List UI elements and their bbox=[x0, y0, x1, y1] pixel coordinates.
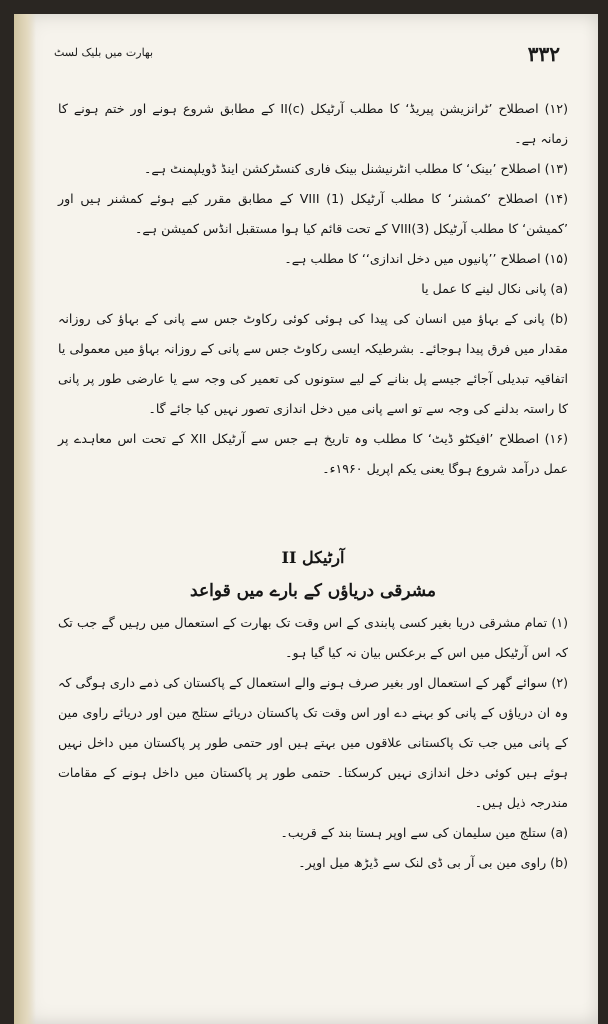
paragraph-definition-16: (۱۶) اصطلاح ’افیکٹو ڈیٹ‘ کا مطلب وہ تاریخ ہے جس سے آرٹیکل XII کے تحت اس معاہدے پر عمل درآمد شروع ہوگا یعنی یکم اپریل ۱۹۶۰ء۔ bbox=[58, 431, 568, 476]
running-head: بھارت میں بلیک لسٹ bbox=[54, 46, 154, 59]
article-title: مشرقی دریاؤں کے بارے میں قواعد bbox=[190, 581, 436, 601]
page-header bbox=[50, 42, 564, 66]
page-body bbox=[58, 94, 568, 878]
page-number: ۳۳۲ bbox=[527, 42, 560, 66]
paragraph-definition-12: (۱۲) اصطلاح ’ٹرانزیشن پیریڈ‘ کا مطلب آرٹیکل II(c) کے مطابق شروع ہونے اور ختم ہونے کا زمانہ ہے۔ bbox=[58, 101, 568, 146]
paragraph-definition-15: (۱۵) اصطلاح ’’پانیوں میں دخل اندازی‘‘ کا مطلب ہے۔ bbox=[284, 251, 568, 266]
section-gap bbox=[58, 484, 568, 542]
paragraph-clause-2-a: (a) ستلج مین سلیمان کی سے اوپر ہستا بند کے قریب۔ bbox=[280, 825, 568, 840]
article-number-heading: آرٹیکل II bbox=[281, 548, 345, 567]
paragraph-definition-15-b: (b) پانی کے بہاؤ میں انسان کی پیدا کی ہوئی کوئی رکاوٹ جس سے پانی کے بہاؤ کی روزانہ مقدار میں فرق پیدا ہوجائے۔ بشرطیکہ ایسی رکاوٹ جس سے پانی کے روزانہ بہاؤ میں معمولی یا اتفاقیہ تبدیلی آجائے جیسے پل بنانے کے لیے ستونوں کی تعمیر کی وجہ سے یا عارضی طور پر پانی کا راستہ بدلنے کی وجہ سے تو اسے پانی میں دخل اندازی تصور نہیں کیا جائے گا۔ bbox=[58, 311, 568, 416]
paragraph-clause-2: (۲) سوائے گھر کے استعمال اور بغیر صرف ہونے والے استعمال کے پاکستان کی ذمے داری ہوگی کہ وہ ان دریاؤں کے پانی کو بہنے دے اور اس وقت تک پاکستان دریائے ستلج مین اور دریائے راوی مین کے پانی میں جب تک پاکستانی علاقوں میں بہتے ہیں اور حتمی طور پر پاکستان میں داخل نہیں ہوئے ہیں کوئی دخل اندازی نہیں کرسکتا۔ حتمی طور پر پاکستان میں داخل ہونے کے مقامات مندرجہ ذیل ہیں۔ bbox=[58, 675, 568, 810]
book-page bbox=[14, 14, 598, 1024]
paragraph-definition-15-a: (a) پانی نکال لینے کا عمل یا bbox=[421, 281, 568, 296]
paragraph-definition-14: (۱۴) اصطلاح ’کمشنر‘ کا مطلب آرٹیکل VIII (1) کے مطابق مقرر کیے ہوئے کمشنر ہیں اور ’کمیشن‘ کا مطلب آرٹیکل VIII(3) کے تحت قائم کیا ہوا مستقبل انڈس کمیشن ہے۔ bbox=[58, 191, 568, 236]
paragraph-clause-2-b: (b) راوی مین بی آر بی ڈی لنک سے ڈیڑھ میل اوپر۔ bbox=[298, 855, 568, 870]
page-spine-shadow bbox=[14, 14, 36, 1024]
paragraph-clause-1: (۱) تمام مشرقی دریا بغیر کسی پابندی کے اس وقت تک بھارت کے استعمال میں رہیں گے جب تک کہ اس آرٹیکل میں اس کے برعکس بیان نہ کیا گیا ہو۔ bbox=[58, 615, 568, 660]
paragraph-definition-13: (۱۳) اصطلاح ’بینک‘ کا مطلب انٹرنیشنل بینک فاری کنسٹرکشن اینڈ ڈویلپمنٹ ہے۔ bbox=[144, 161, 568, 176]
